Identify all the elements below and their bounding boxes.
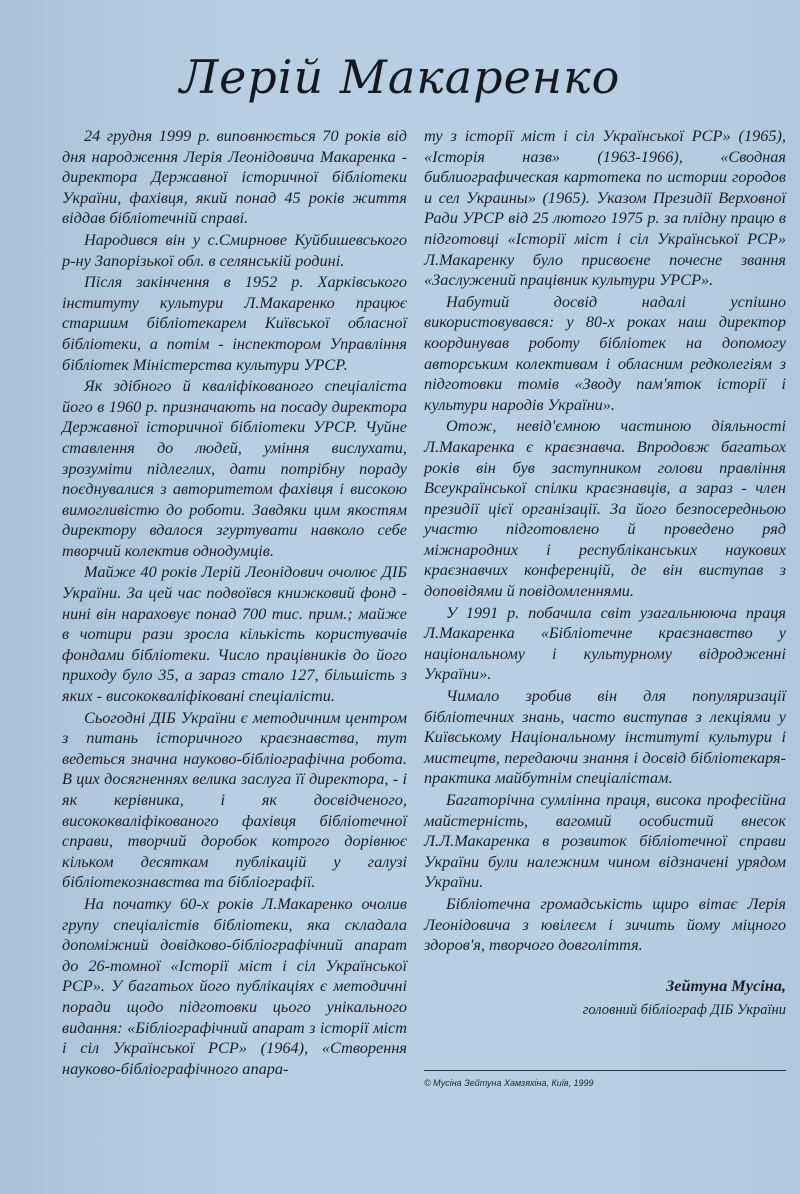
paragraph: Як здібного й кваліфікованого спеціаліста його в 1960 р. призначають на посаду директора Державної історичної бібліотеки УРСР. Чуйне ставлення до людей, уміння вислухати, зрозуміти підлеглих, дати потрібну пораду поєднувалися з авторитетом фахівця і високою вимогливістю до роботи. Завдяки цим якостям директору вдалося згуртувати навколо себе творчий колектив однодумців. <box>62 376 407 560</box>
paragraph: На початку 60-х років Л.Макаренко очолив групу спеціалістів бібліотеки, яка складала допоміжний довідково-бібліографічний апарат до 26-томної «Історії міст і сіл Української РСР». У багатьох його публікаціях є методичні поради щодо підготовки цього унікального видання: «Бібліографічний апарат з історії міст і сіл Української РСР» (1964), «Створення науково-бібліографічного апара- <box>62 893 407 1078</box>
paragraph: Народився він у с.Смирнове Куйбишевського р-ну Запорізької обл. в селянській родині. <box>62 229 407 270</box>
paragraph: Майже 40 років Лерій Леонідович очолює ДІБ України. За цей час подвоївся книжковий фонд - нині він нараховує понад 700 тис. прим.; майже в чотири рази зросла кількість користувачів фондами бібліотеки. Число працівників до його приходу було 35, а зараз стало 127, більшість з яких - висококваліфіковані спеціалісти. <box>62 562 407 706</box>
paragraph-continuation: ту з історії міст і сіл Української РСР» (1965), «Історія назв» (1963-1966), «Сводная библиографическая картотека по истории городов и сел Украины» (1965). Указом Президії Верховної Ради УРСР від 25 лютого 1975 р. за плідну працю в підготовці «Історії міст і сіл Української РСР» Л.Макаренку було присвоєне почесне звання «Заслужений працівник культури УРСР». <box>424 126 786 290</box>
page-title: Лерій Макаренко <box>179 50 621 104</box>
signature-position: головний бібліограф ДІБ України <box>582 1002 786 1019</box>
paragraph: Бібліотечна громадськість щиро вітає Лерія Леонідовича з ювілеєм і зичить йому міцного здоров'я, творчого довголіття. <box>424 893 786 955</box>
paragraph: Набутий досвід надалі успішно використовувався: у 80-х роках наш директор координував роботу бібліотек на допомогу авторським колективам і обласним редколегіям з підготовки томів «Зводу пам'яток історії і культури народів України». <box>424 291 786 414</box>
paragraph: Отож, невід'ємною частиною діяльності Л.Макаренка є краєзнавча. Впродовж багатьох років він був заступником голови правління Всеукраїнської спілки краєзнавців, а зараз - член президії цієї організації. За його безпосередньою участю підготовлено й проведено ряд міжнародних і республіканських наукових краєзнавчих конференцій, де він виступав з доповідями й повідомленнями. <box>424 416 786 601</box>
paragraph: Чимало зробив він для популяризації бібліотечних знань, часто виступав з лекціями у Київському Національному інституті культури і мистецтв, передаючи знання і досвід бібліотекаря-практика майбутнім спеціалістам. <box>424 686 786 788</box>
copyright-note: © Мусіна Зейтуна Хамзяхіна, Київ, 1999 <box>424 1078 594 1088</box>
paragraph: 24 грудня 1999 р. виповнюється 70 років від дня народження Лерія Леонідовича Макаренка - директора Державної історичної бібліотеки України, фахівця, який понад 45 років життя віддав бібліотечній справі. <box>62 126 407 228</box>
paragraph: Після закінчення в 1952 р. Харківського інституту культури Л.Макаренко працює старшим бібліотекарем Київської обласної бібліотеки, а потім - інспектором Управління бібліотек Міністерства культури УРСР. <box>62 272 407 374</box>
signature-name: Зейтуна Мусіна, <box>665 975 786 995</box>
right-column <box>424 126 786 1022</box>
left-column <box>62 126 407 1080</box>
paragraph: Сьогодні ДІБ України є методичним центром з питань історичного краєзнавства, тут ведеться значна науково-бібліографічна робота. В цих досягненнях велика заслуга її директора, - і як керівника, і як досвідченого, висококваліфікованого фахівця бібліотечної справи, творчий доробок котрого дорівнює кільком десяткам публікацій у галузі бібліотекознавства та бібліографії. <box>62 707 407 892</box>
divider <box>424 1070 786 1071</box>
paragraph: У 1991 р. побачила світ узагальнююча праця Л.Макаренка «Бібліотечне краєзнавство у національному і культурному відродженні України». <box>424 602 786 684</box>
paragraph: Багаторічна сумлінна праця, висока професійна майстерність, вагомий особистий внесок Л.Л.Макаренка в розвиток бібліотечної справи України були належним чином відзначені урядом України. <box>424 790 786 892</box>
